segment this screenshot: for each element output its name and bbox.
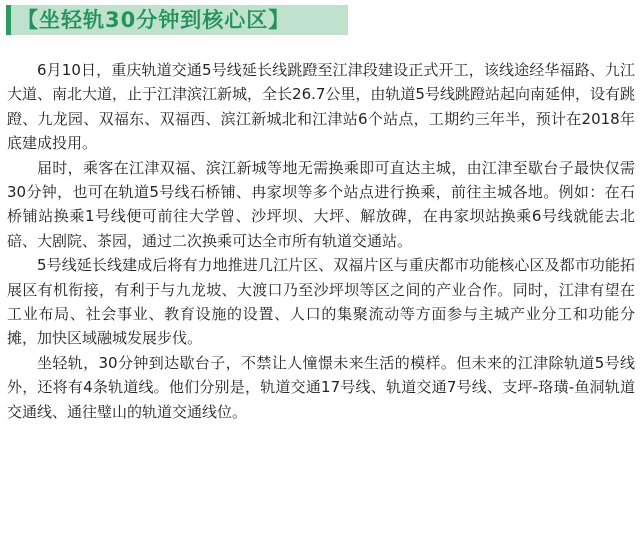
paragraph-opening: 6月10日，重庆轨道交通5号线延长线跳蹬至江津段建设正式开工，该线途经华福路、九江大道、南北大道，止于江津滨江新城，全长26.7公里，由轨道5号线跳蹬站起向南延伸，设有跳蹬、九龙园、双福东、双福西、滨江新城北和江津站6个站点，工期约三年半，预计在2018年底建成投用。 [7,61,635,153]
paragraph-transfer: 届时，乘客在江津双福、滨江新城等地无需换乘即可直达主城，由江津至歇台子最快仅需30分钟，也可在轨道5号线石桥铺、冉家坝等多个站点进行换乘，前往主城各地。例如：在石桥铺站换乘1号线便可前往大学曾、沙坪坝、大坪、解放碑，在冉家坝站换乘6号线就能去北碚、大剧院、茶园，通过二次换乘可达全市所有轨道交通站。 [7,158,635,250]
paragraph-impact: 5号线延长线建成后将有力地推进几江片区、双福片区与重庆都市功能核心区及都市功能拓展区有机衔接，有利于与九龙坡、大渡口乃至沙坪坝等区之间的产业合作。同时，江津有望在工业布局、社会事业、教育设施的设置、人口的集聚流动等方面参与主城产业分工和功能分摊，加快区域融城发展步伐。 [7,256,635,348]
paragraph-future-lines: 坐轻轨，30分钟到达歇台子，不禁让人憧憬未来生活的模样。但未来的江津除轨道5号线外，还将有4条轨道线。他们分别是，轨道交通17号线、轨道交通7号线、支坪-珞璜-鱼洞轨道交通线、通往璧山的轨道交通线位。 [7,353,635,421]
section-title: 【坐轻轨30分钟到核心区】 [17,8,291,32]
section-header [6,5,348,35]
watermark-overlay [494,462,614,522]
article-body [7,58,635,424]
